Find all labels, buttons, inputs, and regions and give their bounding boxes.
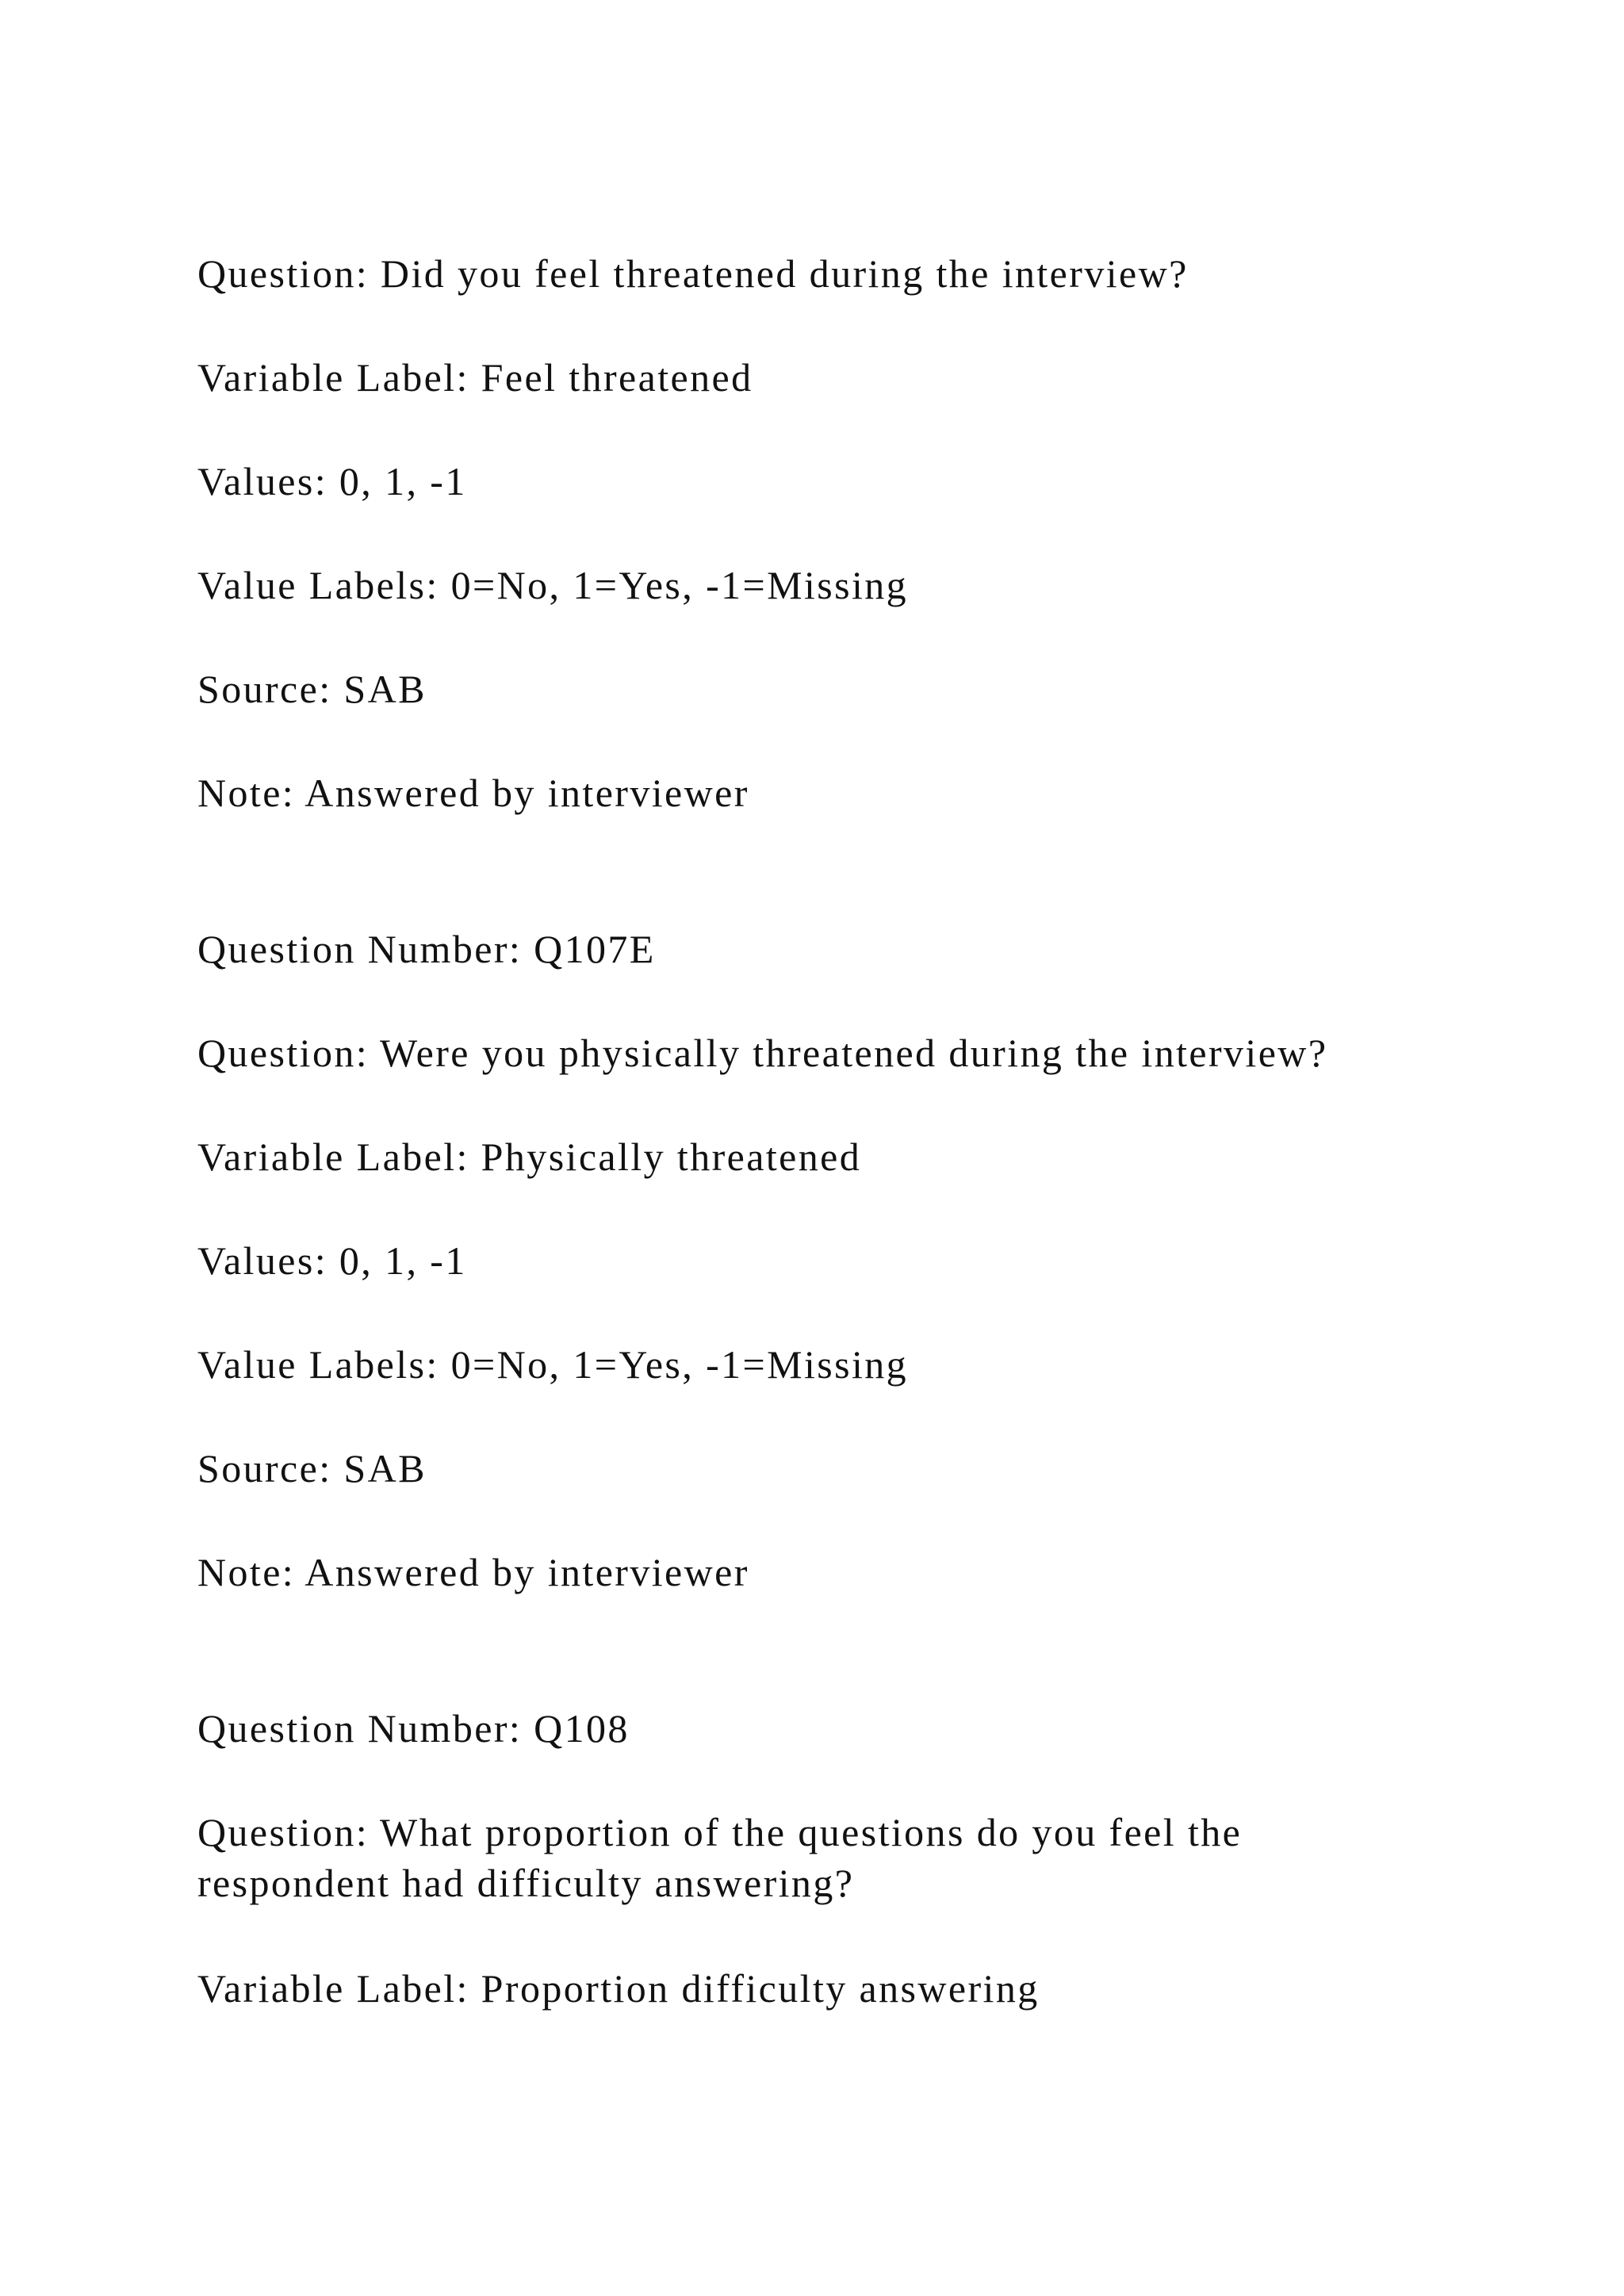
question-number: Question Number: Q108 [197, 1706, 630, 1751]
variable-label: Variable Label: Feel threatened [197, 355, 753, 400]
source: Source: SAB [197, 1446, 427, 1490]
value-labels: Value Labels: 0=No, 1=Yes, -1=Missing [197, 563, 909, 607]
question-number: Question Number: Q107E [197, 927, 656, 971]
note: Note: Answered by interviewer [197, 771, 749, 815]
question-text: Question: Were you physically threatened during the interview? [197, 1031, 1328, 1075]
question-text-line-2: respondent had difficulty answering? [197, 1861, 855, 1905]
value-labels: Value Labels: 0=No, 1=Yes, -1=Missing [197, 1342, 909, 1387]
note: Note: Answered by interviewer [197, 1550, 749, 1594]
variable-label: Variable Label: Proportion difficulty answering [197, 1966, 1040, 2011]
values: Values: 0, 1, -1 [197, 459, 467, 503]
question-text: Question: Did you feel threatened during the interview? [197, 251, 1189, 296]
variable-label: Variable Label: Physically threatened [197, 1135, 862, 1179]
values: Values: 0, 1, -1 [197, 1238, 467, 1283]
source: Source: SAB [197, 667, 427, 711]
question-text-line-1: Question: What proportion of the questions do you feel the [197, 1810, 1243, 1854]
